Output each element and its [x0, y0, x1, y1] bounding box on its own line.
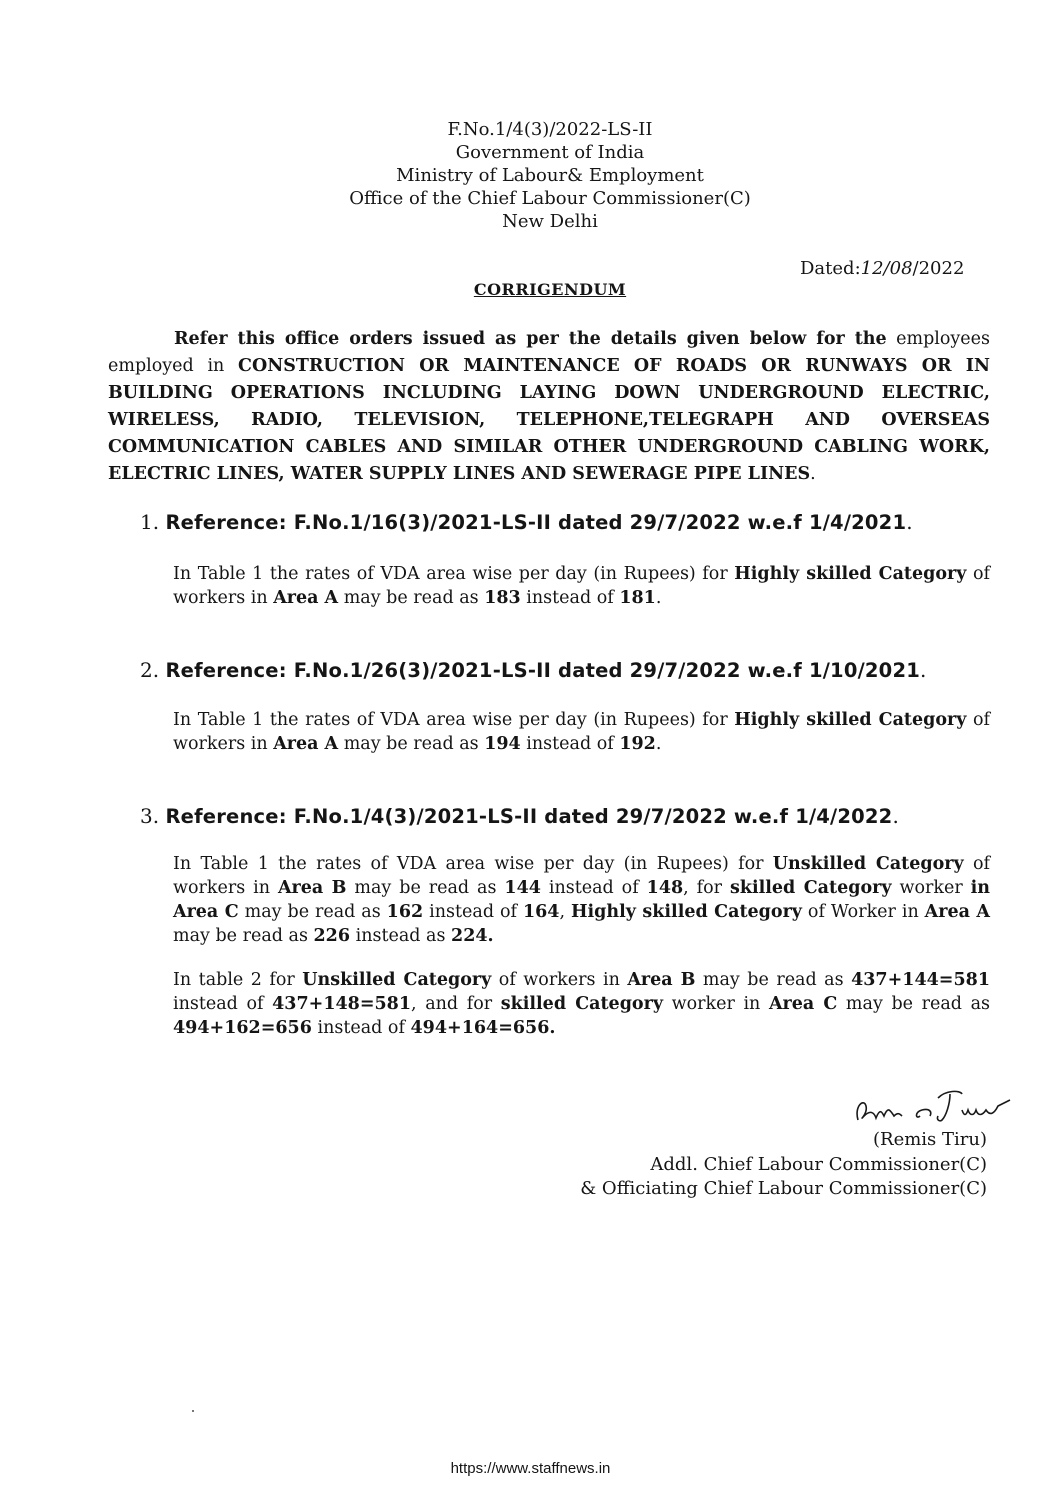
reference-paragraph: In Table 1 the rates of VDA area wise per day (in Rupees) for Unskilled Category of workers in Area B may be read as 144 instead of 148, for skilled Category worker in Area C may be read as 162 instead of 164, Highly skilled Category of Worker in Area A may be read as 226 instead as 224.: [173, 854, 991, 946]
date-day-handwritten: 12: [860, 258, 884, 279]
reference-paragraph: In table 2 for Unskilled Category of workers in Area B may be read as 437+144=581 instead of 437+148=581, and for skilled Category worker in Area C may be read as 494+162=656 instead of 494+164=656.: [173, 970, 991, 1038]
city-line: New Delhi: [502, 211, 598, 232]
date-line: Dated:12/08/2022: [800, 258, 965, 279]
reference-heading: 3. Reference: F.No.1/4(3)/2021-LS-II dated 29/7/2022 w.e.f 1/4/2022.: [140, 804, 899, 828]
scan-speck: [192, 1410, 194, 1412]
office-line: Office of the Chief Labour Commissioner(C): [349, 188, 751, 209]
handwritten-signature: [850, 1086, 1020, 1132]
government-line: Government of India: [455, 142, 645, 163]
reference-paragraph: In Table 1 the rates of VDA area wise per day (in Rupees) for Highly skilled Category of workers in Area A may be read as 183 instead of 181.: [173, 564, 990, 608]
intro-lead-plain: employees employed in: [108, 329, 990, 376]
reference-paragraph: In Table 1 the rates of VDA area wise per day (in Rupees) for Highly skilled Category of workers in Area A may be read as 194 instead of 192.: [173, 710, 990, 754]
date-label: Dated:: [800, 258, 861, 279]
date-year: /2022: [912, 258, 965, 279]
intro-subject: CONSTRUCTION OR MAINTENANCE OF ROADS OR RUNWAYS OR IN BUILDING OPERATIONS INCLUDING LAYING DOWN UNDERGROUND ELECTRIC, WIRELESS, RADIO, TELEVISION, TELEPHONE,TELEGRAPH AND OVERSEAS COMMUNICATION CABLES AND SIMILAR OTHER UNDERGROUND CABLING WORK, ELECTRIC LINES, WATER SUPPLY LINES AND SEWERAGE PIPE LINES: [108, 356, 990, 484]
intro-lead: Refer this office orders issued as per the details given below for the: [174, 329, 887, 349]
reference-heading: 1. Reference: F.No.1/16(3)/2021-LS-II dated 29/7/2022 w.e.f 1/4/2021.: [140, 510, 913, 534]
ministry-line: Ministry of Labour& Employment: [396, 165, 704, 186]
reference-text: Reference: F.No.1/16(3)/2021-LS-II dated 29/7/2022 w.e.f 1/4/2021: [165, 511, 907, 534]
reference-text: Reference: F.No.1/26(3)/2021-LS-II dated 29/7/2022 w.e.f 1/10/2021: [165, 659, 920, 682]
date-month-handwritten: 08: [889, 258, 913, 279]
footer-url[interactable]: https://www.staffnews.in: [450, 1460, 611, 1477]
reference-heading: 2. Reference: F.No.1/26(3)/2021-LS-II dated 29/7/2022 w.e.f 1/10/2021.: [140, 658, 927, 682]
intro-paragraph: Refer this office orders issued as per the details given below for the employees employed in CONSTRUCTION OR MAINTENANCE OF ROADS OR RUNWAYS OR IN BUILDING OPERATIONS INCLUDING LAYING DOWN UNDERGROUND ELECTRIC, WIRELESS, RADIO, TELEVISION, TELEPHONE,TELEGRAPH AND OVERSEAS COMMUNICATION CABLES AND SIMILAR OTHER UNDERGROUND CABLING WORK, ELECTRIC LINES, WATER SUPPLY LINES AND SEWERAGE PIPE LINES.: [108, 329, 990, 484]
reference-text: Reference: F.No.1/4(3)/2021-LS-II dated 29/7/2022 w.e.f 1/4/2022: [165, 805, 893, 828]
signatory-name: (Remis Tiru): [873, 1129, 987, 1150]
signatory-designation-2: & Officiating Chief Labour Commissioner(C): [580, 1178, 987, 1199]
file-number: F.No.1/4(3)/2022-LS-II: [447, 119, 653, 140]
document-title: CORRIGENDUM: [473, 280, 627, 299]
signatory-designation: Addl. Chief Labour Commissioner(C): [650, 1154, 987, 1175]
